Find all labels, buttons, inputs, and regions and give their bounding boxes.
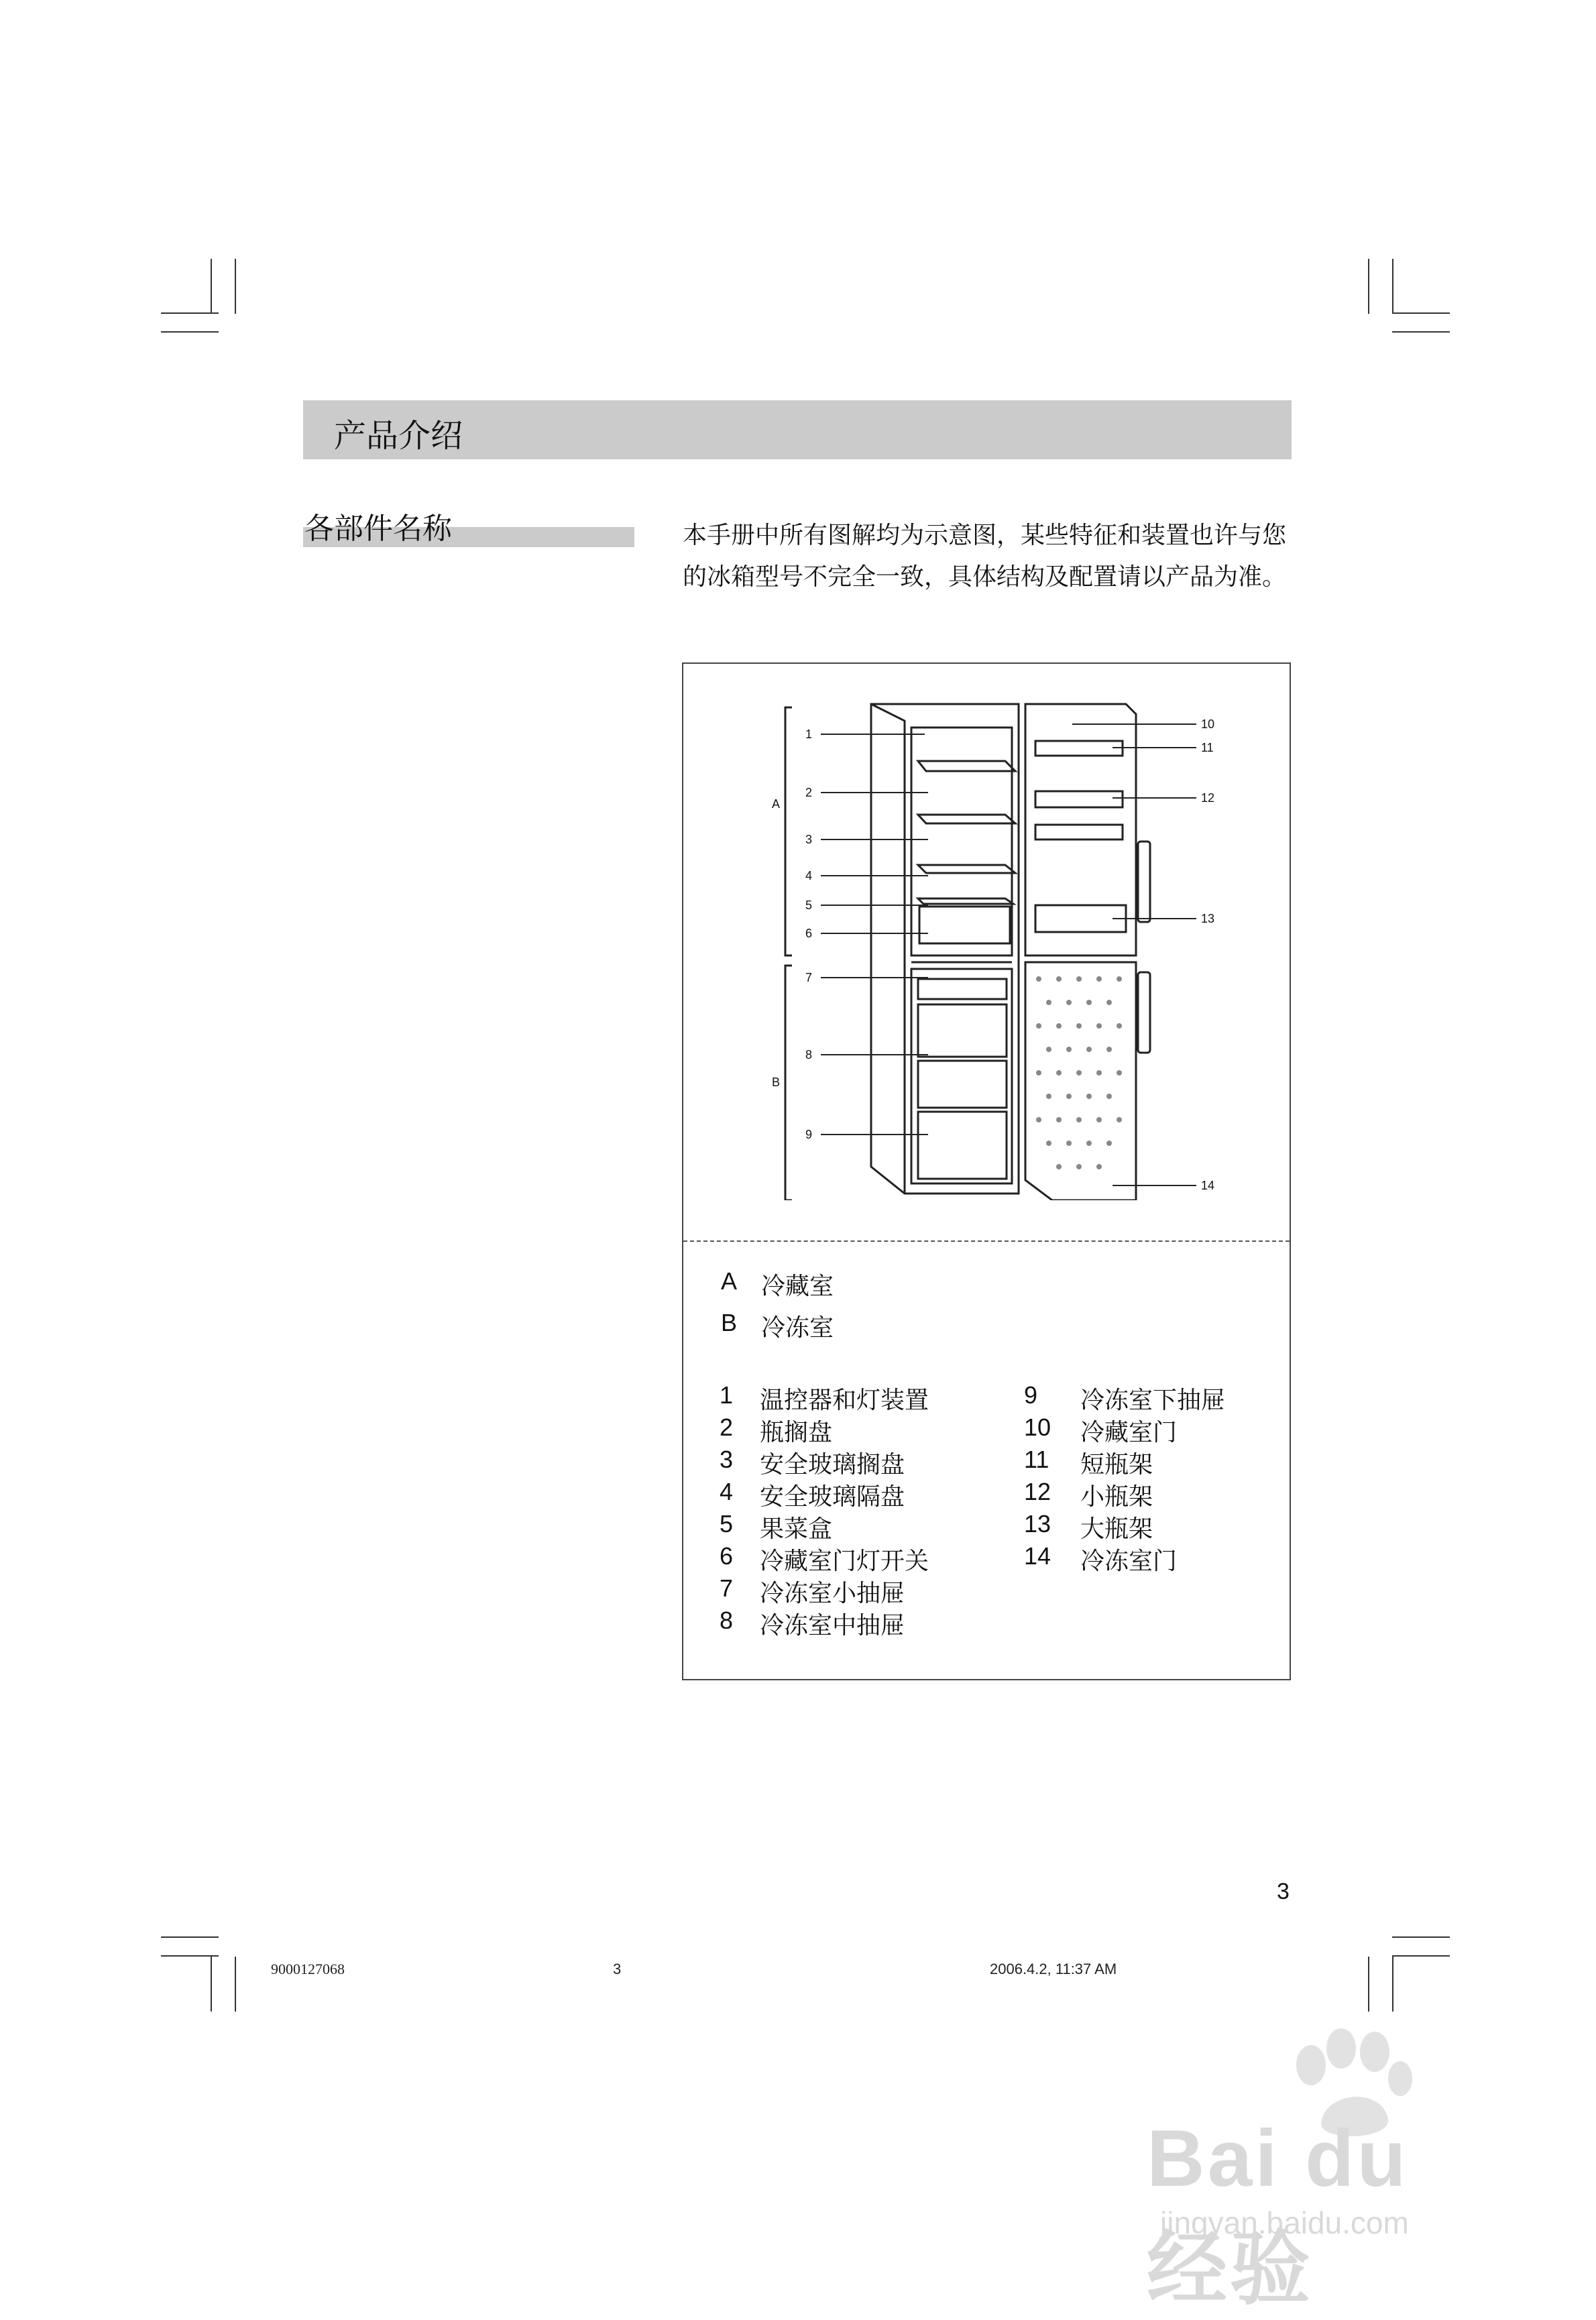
callout-11: 11 <box>1201 741 1214 754</box>
callout-5: 5 <box>805 898 813 912</box>
crop-mark <box>211 1957 212 2012</box>
callout-12: 12 <box>1201 791 1215 805</box>
callout-2: 2 <box>805 786 813 799</box>
zone-label: 冷藏室 <box>761 1273 834 1300</box>
crop-mark <box>1392 259 1393 314</box>
short-bottle-rack <box>1035 741 1123 756</box>
cabinet-outline <box>871 704 1019 1194</box>
parts-figure-box: A B 1 2 3 4 5 6 7 8 9 10 11 12 13 14 A 冷藏室 B 冷冻室 1 温控器和灯装置 2 瓶搁盘 3 安全玻璃搁盘 4 安全玻璃隔盘 5 果菜盒 6 冷藏室门灯开关 7 冷冻室小抽屉 8 冷冻室中抽屉 9 冷冻室下抽屉 10 冷藏室门 11 短瓶架 12 小瓶架 13 大瓶架 14 冷冻室门 <box>682 662 1291 1680</box>
crop-mark <box>161 1936 219 1938</box>
glass-shelf <box>918 865 1015 873</box>
crop-mark <box>1368 259 1369 314</box>
freezer-bottom-drawer <box>918 1112 1007 1179</box>
watermark-logo: Bai du 经验 <box>1147 2113 1409 2314</box>
zone-bracket-b <box>785 966 792 1200</box>
fridge-diagram <box>750 691 1240 1200</box>
callout-1: 1 <box>805 728 813 741</box>
section-title-bar <box>303 400 1292 459</box>
vegetable-drawer <box>919 907 1010 943</box>
freezer-compartment <box>911 969 1012 1183</box>
intro-line: 本手册中所有图解均为示意图，某些特征和装置也许与您 <box>683 522 1287 549</box>
callout-8: 8 <box>805 1048 813 1061</box>
divider <box>683 1240 1290 1242</box>
watermark-url: jingyan.baidu.com <box>1160 2205 1409 2240</box>
door-handle <box>1138 842 1150 922</box>
zone-label: 冷冻室 <box>761 1314 834 1342</box>
crop-mark <box>1368 1957 1369 2012</box>
callout-10: 10 <box>1201 717 1215 731</box>
crop-mark <box>235 259 236 314</box>
callout-4: 4 <box>805 869 813 882</box>
crop-mark <box>1392 331 1450 333</box>
callout-14: 14 <box>1201 1179 1215 1192</box>
zone-label-a: A <box>772 797 781 811</box>
callout-7: 7 <box>805 971 813 984</box>
freezer-middle-drawer <box>918 1061 1007 1108</box>
intro-text <box>683 515 1300 598</box>
crop-mark <box>161 312 219 314</box>
footer-doc-id: 9000127068 <box>271 1961 345 1977</box>
freezer-door <box>1025 962 1136 1200</box>
footer-datetime: 2006.4.2, 11:37 AM <box>990 1961 1117 1977</box>
callout-9: 9 <box>805 1128 813 1141</box>
small-bottle-rack <box>1035 825 1123 839</box>
zone-key: B <box>721 1309 738 1336</box>
crop-mark <box>1392 1957 1393 2012</box>
crop-mark <box>235 1957 236 2012</box>
intro-line: 的冰箱型号不完全一致，具体结构及配置请以产品为准。 <box>683 563 1287 591</box>
glass-shelf <box>918 815 1015 823</box>
zone-key: A <box>721 1267 738 1295</box>
large-bottle-rack <box>1035 905 1126 932</box>
footer-page: 3 <box>613 1961 622 1977</box>
baidu-watermark <box>1133 2025 1509 2314</box>
page-number: 3 <box>1277 1879 1290 1904</box>
zone-bracket-a <box>785 707 792 955</box>
small-bottle-rack <box>1035 791 1123 807</box>
callout-6: 6 <box>805 927 813 940</box>
section-title: 产品介绍 <box>334 417 463 455</box>
crop-mark <box>161 331 219 333</box>
callout-3: 3 <box>805 833 813 846</box>
freezer-small-drawer <box>918 979 1007 999</box>
crop-mark <box>1392 1955 1450 1957</box>
zone-label-b: B <box>772 1076 781 1089</box>
bottle-shelf <box>918 761 1015 771</box>
glass-divider <box>918 898 1013 904</box>
freezer-middle-drawer <box>918 1004 1007 1057</box>
callout-13: 13 <box>1201 912 1215 925</box>
sub-heading <box>303 504 634 547</box>
door-handle <box>1138 972 1150 1053</box>
crop-mark <box>1392 312 1450 314</box>
sub-heading-text: 各部件名称 <box>304 512 452 546</box>
crop-mark <box>211 259 212 314</box>
crop-mark <box>1392 1936 1450 1938</box>
